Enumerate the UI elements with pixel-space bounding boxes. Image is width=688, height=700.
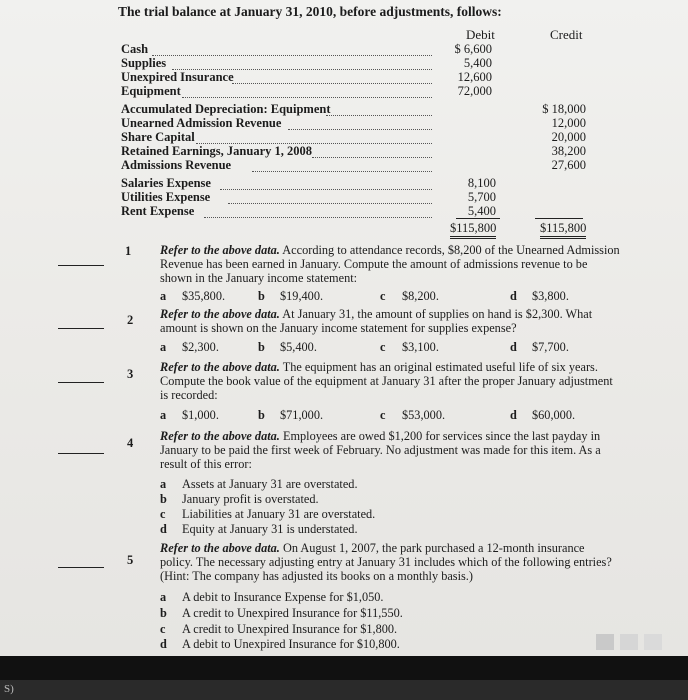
credit-column-header: Credit xyxy=(550,27,583,42)
table-row xyxy=(0,42,688,56)
answer-blank[interactable] xyxy=(58,264,104,266)
table-row xyxy=(0,84,688,98)
question-text xyxy=(160,308,620,336)
question-number: 5 xyxy=(127,553,134,567)
option-c[interactable]: c $8,200. xyxy=(380,289,439,303)
answer-blank[interactable] xyxy=(58,381,104,383)
option-a[interactable]: a A debit to Insurance Expense for $1,050. xyxy=(160,590,384,604)
credit-amount: 20,000 xyxy=(551,130,586,144)
question-text xyxy=(160,361,620,402)
question-text xyxy=(160,542,620,583)
question-lead: Refer to the above data. xyxy=(160,360,280,374)
option-a[interactable]: a $35,800. xyxy=(160,289,226,303)
debit-amount: $ 6,600 xyxy=(454,42,492,56)
option-c[interactable]: c A credit to Unexpired Insurance for $1,800. xyxy=(160,622,398,636)
account-name: Unearned Admission Revenue xyxy=(121,116,282,130)
option-d[interactable]: d A debit to Unexpired Insurance for $10,800. xyxy=(160,637,400,651)
account-name: Admissions Revenue xyxy=(121,158,232,172)
debit-column-header: Debit xyxy=(466,27,495,42)
question-text xyxy=(160,430,620,471)
debit-amount: 8,100 xyxy=(467,176,496,190)
option-a[interactable]: a $2,300. xyxy=(160,340,219,354)
question-lead: Refer to the above data. xyxy=(160,307,280,321)
account-name: Supplies xyxy=(121,56,167,70)
taskbar-label[interactable]: S) xyxy=(4,683,14,695)
account-name: Utilities Expense xyxy=(121,190,211,204)
option-b[interactable]: b $5,400. xyxy=(258,340,317,354)
option-c[interactable]: c $3,100. xyxy=(380,340,439,354)
debit-total: $115,800 xyxy=(450,221,496,239)
option-d[interactable]: d Equity at January 31 is understated. xyxy=(160,522,358,536)
trial-balance-heading: The trial balance at January 31, 2010, before adjustments, follows: xyxy=(118,4,502,19)
question-body: Employees are owed $1,200 for services since the last payday in January to be paid the first week of February. No adjustment was made for this item. As a result of this error: xyxy=(160,429,601,471)
credit-amount: 27,600 xyxy=(551,158,586,172)
table-row xyxy=(0,144,688,158)
credit-total: $115,800 xyxy=(540,221,586,239)
question-number: 3 xyxy=(127,367,134,381)
credit-amount: 12,000 xyxy=(551,116,586,130)
dot-leader xyxy=(204,216,432,218)
question-number: 1 xyxy=(125,244,132,258)
table-row xyxy=(0,70,688,84)
account-name: Salaries Expense xyxy=(121,176,211,190)
option-b[interactable]: b $71,000. xyxy=(258,408,324,422)
credit-amount: $ 18,000 xyxy=(542,102,586,116)
answer-blank[interactable] xyxy=(58,566,104,568)
question-body: According to attendance records, $8,200 of the Unearned Admission Revenue has been earned in January. Compute the amount of admissions revenue to be shown in the January income statement: xyxy=(160,243,620,285)
table-row xyxy=(0,102,688,116)
option-c[interactable]: c $53,000. xyxy=(380,408,446,422)
thumbnail-icon xyxy=(596,634,614,650)
question-body: At January 31, the amount of supplies on hand is $2,300. What amount is shown on the January income statement for supplies expense? xyxy=(160,307,593,335)
option-d[interactable]: d $7,700. xyxy=(510,340,569,354)
account-name: Retained Earnings, January 1, 2008 xyxy=(121,144,312,158)
option-c[interactable]: c Liabilities at January 31 are overstated. xyxy=(160,507,376,521)
table-row xyxy=(0,56,688,70)
option-d[interactable]: d $3,800. xyxy=(510,289,569,303)
table-row xyxy=(0,190,688,204)
thumbnail-icon xyxy=(644,634,662,650)
table-row xyxy=(0,176,688,190)
question-lead: Refer to the above data. xyxy=(160,429,280,443)
option-b[interactable]: b $19,400. xyxy=(258,289,324,303)
account-name: Share Capital xyxy=(121,130,195,144)
taskbar xyxy=(0,680,688,700)
account-name: Rent Expense xyxy=(121,204,195,218)
question-number: 2 xyxy=(127,313,134,327)
debit-amount: 5,400 xyxy=(463,56,492,70)
table-row xyxy=(0,116,688,130)
account-name: Equipment xyxy=(121,84,181,98)
credit-amount: 38,200 xyxy=(551,144,586,158)
option-a[interactable]: a Assets at January 31 are overstated. xyxy=(160,477,358,491)
option-b[interactable]: b January profit is overstated. xyxy=(160,492,319,506)
question-number: 4 xyxy=(127,436,134,450)
thumbnail-icon xyxy=(620,634,638,650)
account-name: Accumulated Depreciation: Equipment xyxy=(121,102,331,116)
debit-amount: 12,600 xyxy=(457,70,492,84)
question-lead: Refer to the above data. xyxy=(160,243,280,257)
table-row xyxy=(0,204,688,218)
screen-bezel xyxy=(0,656,688,680)
debit-amount: 72,000 xyxy=(457,84,492,98)
dot-leader xyxy=(182,96,432,98)
account-name: Cash xyxy=(121,42,149,56)
debit-amount: 5,400 xyxy=(467,204,496,218)
table-row xyxy=(0,158,688,172)
question-lead: Refer to the above data. xyxy=(160,541,280,555)
question-body: On August 1, 2007, the park purchased a 12-month insurance policy. The necessary adjusting entry at January 31 includes which of the following entries? (Hint: The company has adjusted its books on a monthly basis.) xyxy=(160,541,612,583)
option-b[interactable]: b A credit to Unexpired Insurance for $11,550. xyxy=(160,606,403,620)
debit-amount: 5,700 xyxy=(467,190,496,204)
question-body: The equipment has an original estimated useful life of six years. Compute the book value of the equipment at January 31 after the proper January adjustment is recorded: xyxy=(160,360,613,402)
question-text xyxy=(160,244,620,285)
account-name: Unexpired Insurance xyxy=(121,70,234,84)
answer-blank[interactable] xyxy=(58,327,104,329)
credit-subtotal-rule xyxy=(535,218,583,219)
option-a[interactable]: a $1,000. xyxy=(160,408,219,422)
option-d[interactable]: d $60,000. xyxy=(510,408,576,422)
debit-subtotal-rule xyxy=(456,218,500,219)
dot-leader xyxy=(252,170,432,172)
answer-blank[interactable] xyxy=(58,452,104,454)
table-row xyxy=(0,130,688,144)
